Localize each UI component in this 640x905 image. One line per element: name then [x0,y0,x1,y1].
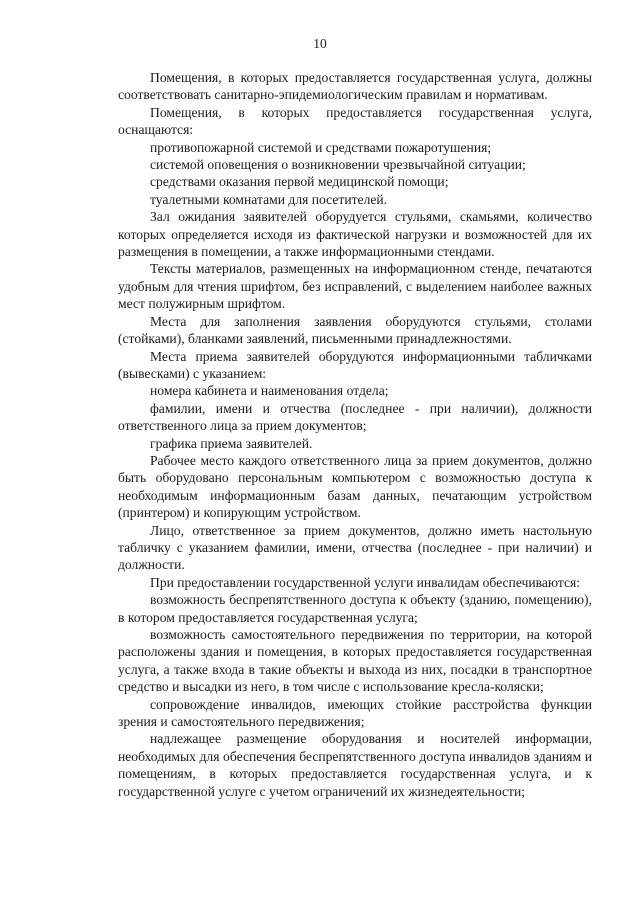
list-item: фамилии, имени и отчества (последнее - при наличии), должности ответственного лица за прием документов; [118,400,592,434]
paragraph: Рабочее место каждого ответственного лица за прием документов, должно быть оборудовано персональным компьютером с возможностью доступа к необходимым информационным базам данных, печатающим устройством (принтером) и копирующим устройством. [118,452,592,521]
page-number: 10 [313,36,327,51]
paragraph: Лицо, ответственное за прием документов, должно иметь настольную табличку с указанием фамилии, имени, отчества (последнее - при наличии) и должности. [118,522,592,573]
list-item: системой оповещения о возникновении чрезвычайной ситуации; [150,157,526,173]
paragraph: Зал ожидания заявителей оборудуется стульями, скамьями, количество которых определяется исходя из фактической нагрузки и возможностей для их размещения в помещении, а также информационными стендами. [118,209,592,260]
list-item: надлежащее размещение оборудования и носителей информации, необходимых для обеспечения беспрепятственного доступа инвалидов зданиям и помещениям, в которых предоставляется государственная услуга, и к государственной услуге с учетом ограничений их жизнедеятельности; [118,731,592,799]
list-item: возможность беспрепятственного доступа к объекту (зданию, помещению), в котором предоставляется государственная услуга; [118,592,592,625]
list-item: противопожарной системой и средствами пожаротушения; [150,139,492,155]
paragraph: Места для заполнения заявления оборудуются стульями, столами (стойками), бланками заявлений, письменными принадлежностями. [118,313,592,347]
list-item: туалетными комнатами для посетителей. [150,191,388,207]
list-item: возможность самостоятельного передвижения по территории, на которой расположены здания и помещения, в которых предоставляется государственная услуга, а также входа в такие объекты и выхода из них, посадки в транспортное средство и высадки из него, в том числе с использование кресла-коляски; [118,627,592,695]
paragraph: Тексты материалов, размещенных на информационном стенде, печатаются удобным для чтения шрифтом, без исправлений, с выделением наиболее важных мест полужирным шрифтом. [118,261,592,312]
paragraph: Помещения, в которых предоставляется государственная услуга, оснащаются: [118,104,592,138]
list-item: сопровождение инвалидов, имеющих стойкие расстройства функции зрения и самостоятельного передвижения; [118,696,592,730]
list-item: графика приема заявителей. [150,435,313,451]
document-body [118,69,592,800]
paragraph: При предоставлении государственной услуги инвалидам обеспечиваются: [150,574,581,590]
paragraph: Помещения, в которых предоставляется государственная услуга, должны соответствовать санитарно-эпидемиологическим правилам и нормативам. [118,70,592,103]
list-item: номера кабинета и наименования отдела; [150,383,389,399]
list-item: средствами оказания первой медицинской помощи; [150,174,449,190]
paragraph: Места приема заявителей оборудуются информационными табличками (вывесками) с указанием: [118,348,592,381]
